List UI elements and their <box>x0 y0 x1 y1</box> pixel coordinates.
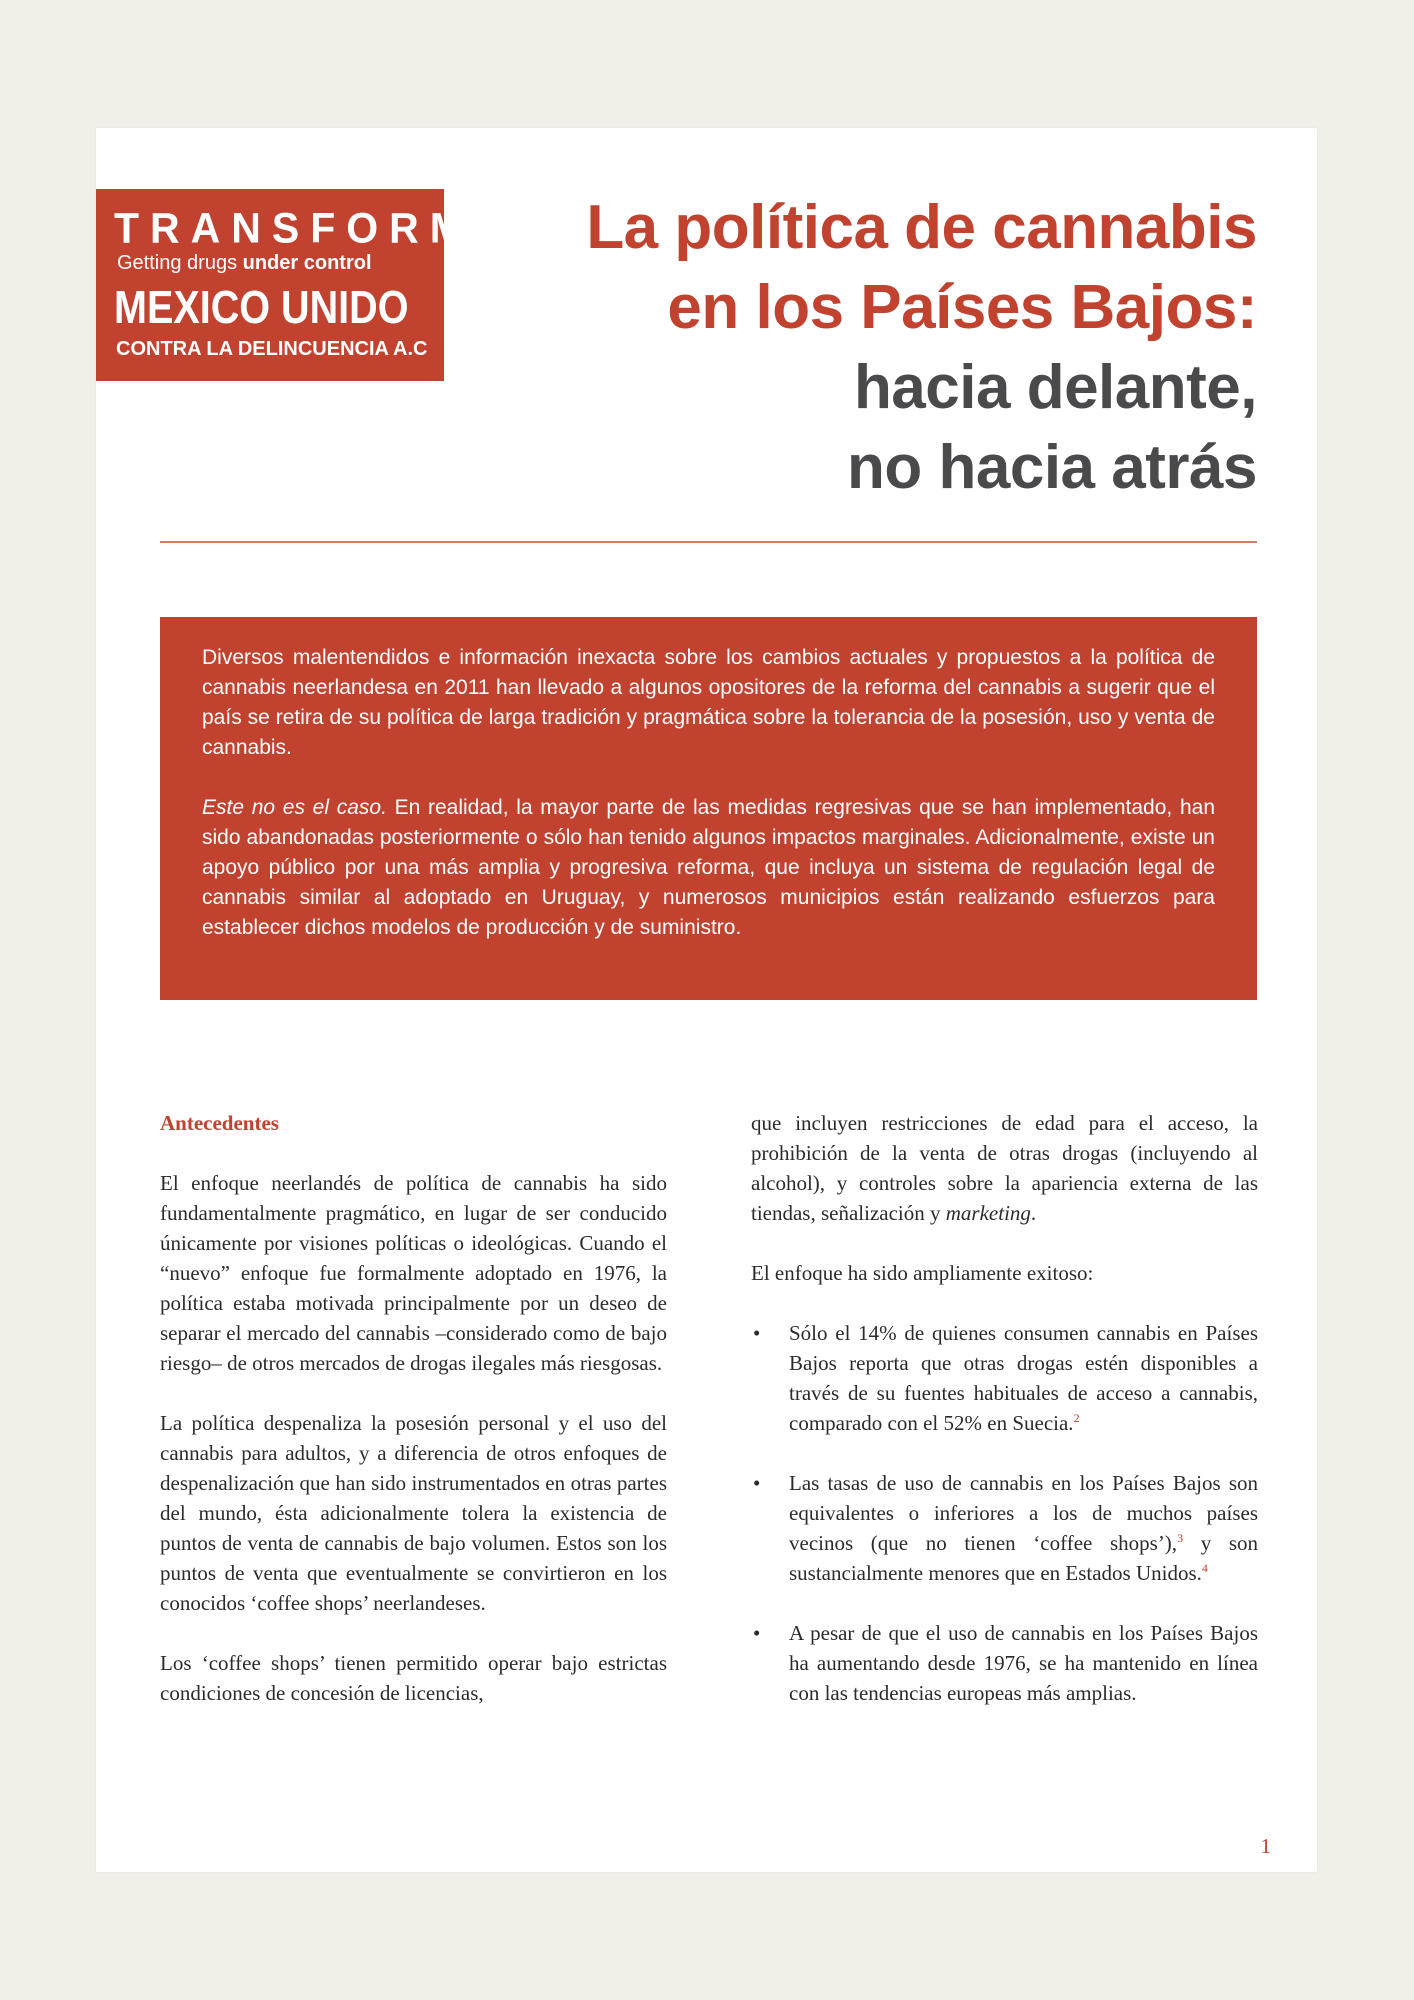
success-bullet-list <box>751 1318 1258 1708</box>
summary-paragraph-2: Este no es el caso. En realidad, la mayor parte de las medidas regresivas que se han implementado, han sido abandonadas posteriormente o sólo han tenido algunos impactos marginales. Adicionalmente, existe un apoyo público por una más amplia y progresiva reforma, que incluya un sistema de regulación legal de cannabis similar al adoptado en Uruguay, y numerosos municipios están realizando esfuerzos para establecer dichos modelos de producción y de suministro. <box>202 796 1215 939</box>
body-paragraph: que incluyen restricciones de edad para el acceso, la prohibición de la venta de otras drogas (incluyendo al alcohol), y controles sobre la apariencia externa de las tiendas, señalización y marketing. <box>751 1111 1258 1225</box>
body-paragraph: La política despenaliza la posesión personal y el uso del cannabis para adultos, y a diferencia de otros enfoques de despenalización que han sido instrumentados en otras partes del mundo, ésta adicionalmente tolera la existencia de puntos de venta de cannabis de bajo volumen. Estos son los puntos de venta que eventualmente se convirtieron en los conocidos ‘coffee shops’ neerlandeses. <box>160 1411 667 1615</box>
footnote-ref: 4 <box>1201 1561 1208 1575</box>
body-paragraph: Los ‘coffee shops’ tienen permitido operar bajo estrictas condiciones de concesión de licencias, <box>160 1651 667 1705</box>
logo-mexico-unido: MEXICO UNIDO <box>114 281 409 333</box>
title-line-3: hacia delante, <box>853 353 1257 422</box>
page-number: 1 <box>1260 1834 1271 1858</box>
list-item: • A pesar de que el uso de cannabis en los Países Bajos ha aumentando desde 1976, se ha mantenido en línea con las tendencias europeas más amplias. <box>751 1618 1258 1708</box>
summary-box <box>160 617 1257 1000</box>
logo-transform: TRANSFORM <box>114 203 475 253</box>
document-page <box>96 128 1317 1872</box>
footnote-ref: 2 <box>1073 1411 1080 1425</box>
title-line-1: La política de cannabis <box>586 193 1257 262</box>
title-divider <box>160 541 1257 543</box>
document-title <box>586 188 1257 508</box>
title-line-4: no hacia atrás <box>847 433 1257 502</box>
list-item: • Sólo el 14% de quienes consumen cannabis en Países Bajos reporta que otras drogas estén disponibles a través de su fuentes habituales de acceso a cannabis, comparado con el 52% en Suecia.$^2$ <box>751 1318 1258 1438</box>
body-paragraph: El enfoque ha sido ampliamente exitoso: <box>751 1261 1094 1285</box>
left-column <box>160 1108 667 1708</box>
title-line-2: en los Países Bajos: <box>667 273 1257 342</box>
footnote-ref: 3 <box>1177 1531 1184 1545</box>
logo-contra-la-delincuencia: CONTRA LA DELINCUENCIA A.C <box>116 338 428 360</box>
section-heading-antecedentes: Antecedentes <box>160 1111 279 1135</box>
body-paragraph: El enfoque neerlandés de política de cannabis ha sido fundamentalmente pragmático, en lugar de ser conducido únicamente por visiones políticas o ideológicas. Cuando el “nuevo” enfoque fue formalmente adoptado en 1976, la política estaba motivada principalmente por un deseo de separar el mercado del cannabis –considerado como de bajo riesgo– de otros mercados de drogas ilegales más riesgosas. <box>160 1171 667 1375</box>
logo-tagline: Getting drugs under control <box>117 252 372 274</box>
summary-paragraph-1: Diversos malentendidos e información inexacta sobre los cambios actuales y propuestos a la política de cannabis neerlandesa en 2011 han llevado a algunos opositores de la reforma del cannabis a sugerir que el país se retira de su política de larga tradición y pragmática sobre la tolerancia de la posesión, uso y venta de cannabis. <box>202 646 1215 759</box>
right-column <box>751 1108 1258 1708</box>
transform-mexico-unido-logo <box>96 189 475 381</box>
list-item: • Las tasas de uso de cannabis en los Países Bajos son equivalentes o inferiores a los de muchos países vecinos (que no tienen ‘coffee shops’),$^3$ y son sustancialmente menores que en Estados Unidos.$^4$ <box>751 1468 1258 1588</box>
